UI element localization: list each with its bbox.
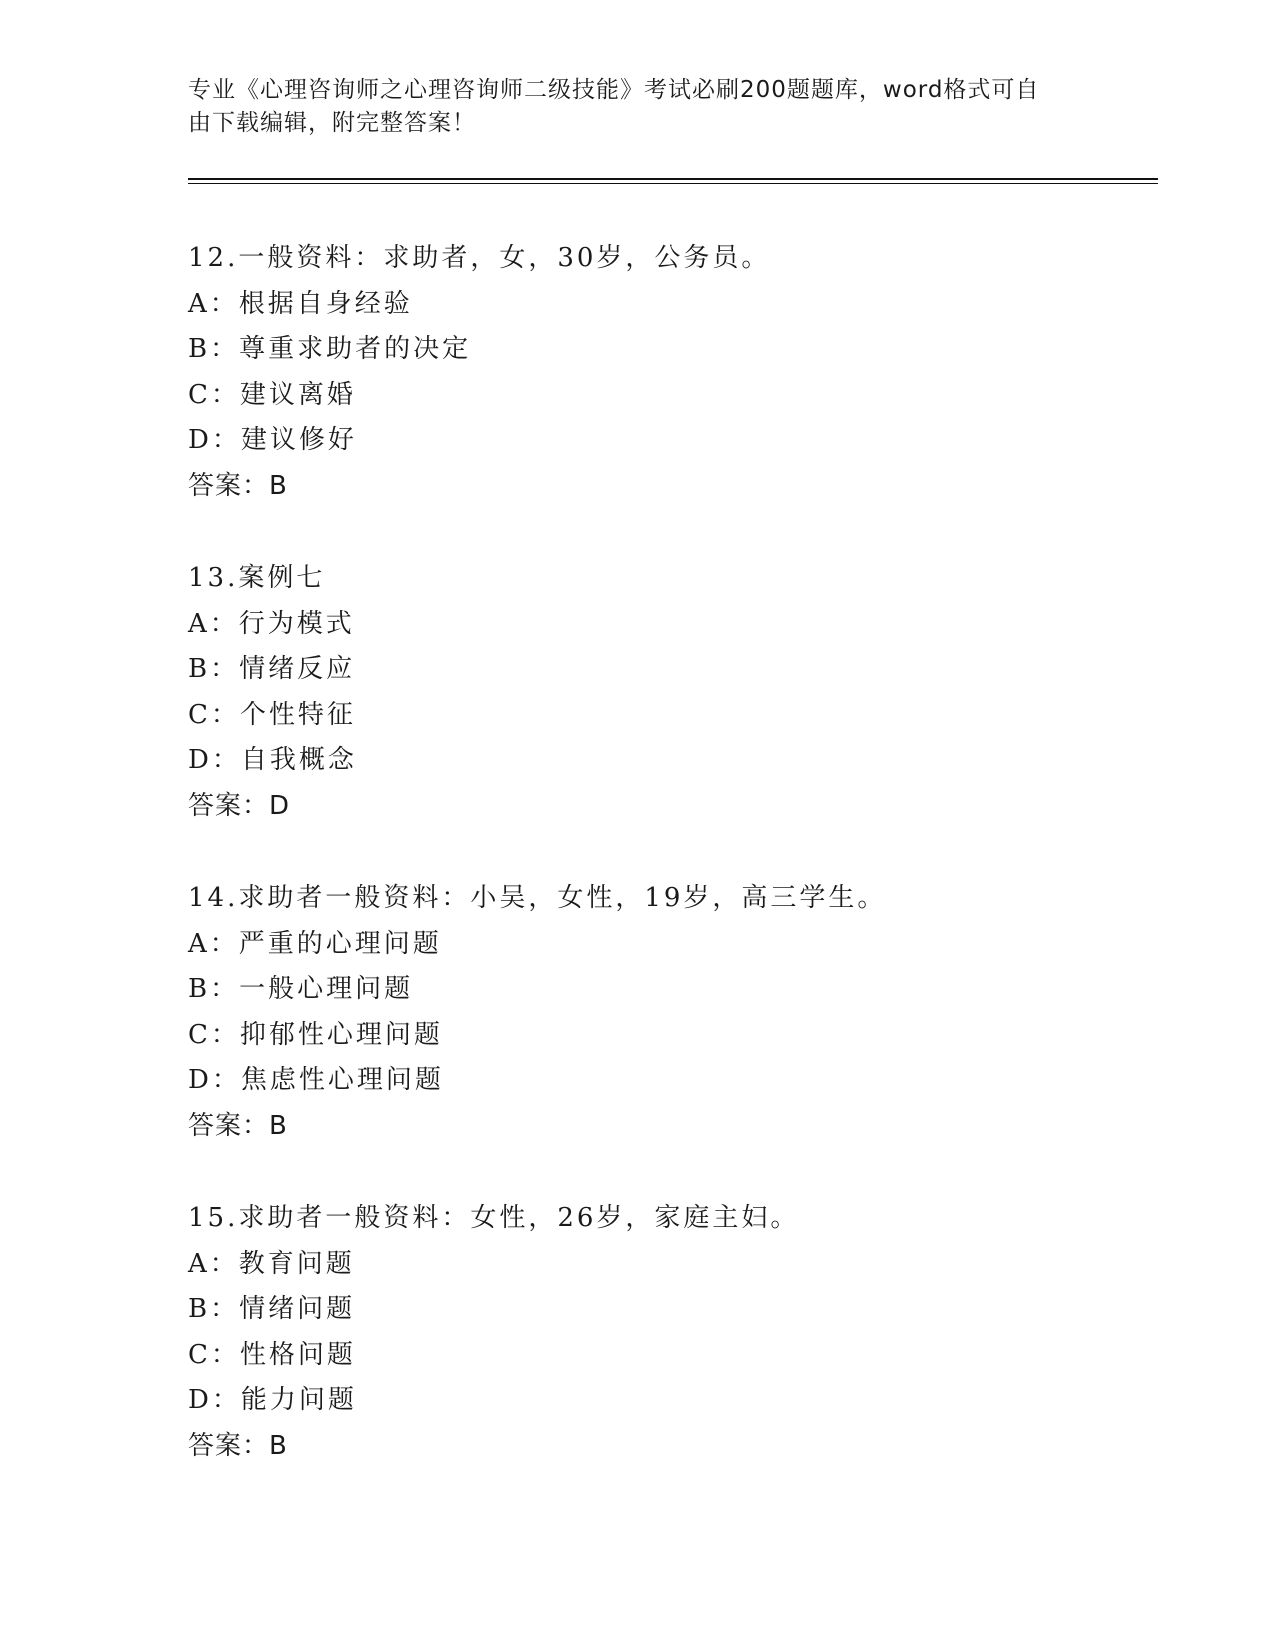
answer-line: 答案：B [188,470,288,501]
header-divider-thick [188,178,1158,180]
question-15 [188,1196,1148,1516]
option-b: B：情绪反应 [188,654,356,684]
option-a: A：行为模式 [188,608,355,639]
question-stem: 13.案例七 [188,563,326,593]
option-a: A：根据自身经验 [188,288,413,319]
option-c: C：个性特征 [188,699,356,730]
question-stem: 15.求助者一般资料：女性，26岁，家庭主妇。 [188,1203,800,1233]
option-d: D：建议修好 [188,425,357,455]
answer-line: 答案：B [188,1430,288,1461]
option-a: A：教育问题 [188,1248,355,1279]
option-b: B：情绪问题 [188,1294,356,1324]
header-divider-thin [188,183,1158,184]
answer-line: 答案：B [188,1110,288,1141]
question-14 [188,876,1148,1196]
header-line-1: 专业《心理咨询师之心理咨询师二级技能》考试必刷200题题库，word格式可自 [188,77,1040,103]
question-stem: 12.一般资料：求助者，女，30岁，公务员。 [188,243,771,273]
document-header [188,74,1068,140]
option-d: D：焦虑性心理问题 [188,1065,444,1095]
question-list [188,236,1148,1516]
option-d: D：自我概念 [188,745,357,775]
option-d: D：能力问题 [188,1385,357,1415]
question-12 [188,236,1148,556]
option-b: B：一般心理问题 [188,974,414,1004]
header-line-2: 由下载编辑，附完整答案！ [188,110,476,136]
option-c: C：抑郁性心理问题 [188,1019,443,1050]
option-c: C：建议离婚 [188,379,356,410]
option-a: A：严重的心理问题 [188,928,442,959]
option-c: C：性格问题 [188,1339,356,1370]
answer-line: 答案：D [188,790,291,821]
question-13 [188,556,1148,876]
question-stem: 14.求助者一般资料：小吴，女性，19岁，高三学生。 [188,883,887,913]
option-b: B：尊重求助者的决定 [188,334,472,364]
